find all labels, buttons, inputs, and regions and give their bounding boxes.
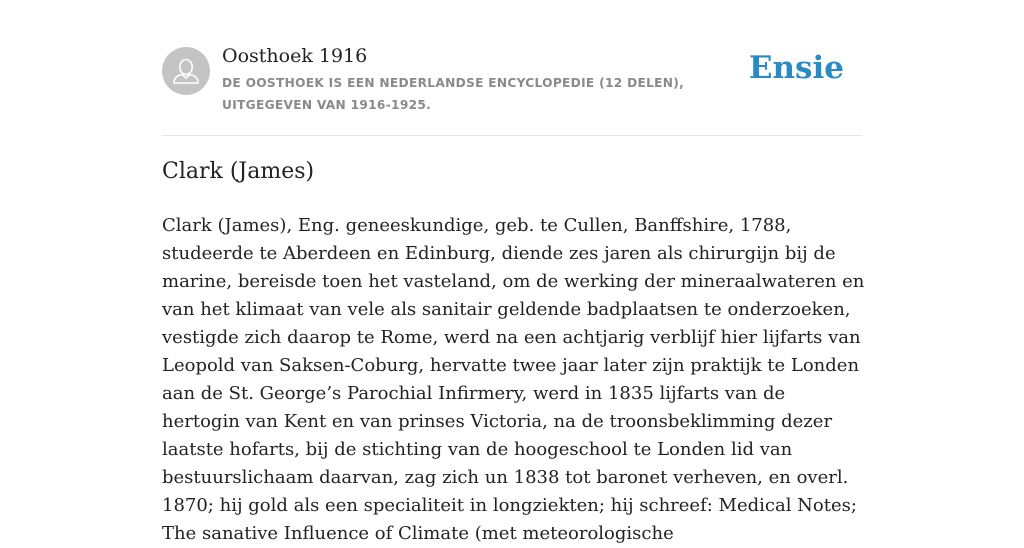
source-description: DE OOSTHOEK IS EEN NEDERLANDSE ENCYCLOPEDIE (12 DELEN), UITGEGEVEN VAN 1916-1925. (222, 76, 685, 112)
source-header (162, 44, 862, 136)
ensie-logo[interactable]: Ensie (748, 50, 844, 86)
user-avatar-icon[interactable] (162, 47, 210, 95)
source-title[interactable]: Oosthoek 1916 (222, 45, 368, 67)
article-title: Clark (James) (162, 159, 315, 184)
article-body: Clark (James), Eng. geneeskundige, geb. te Cullen, Banffshire, 1788, studeerde te Aberdeen en Edinburg, diende zes jaren als chirurgijn bij de marine, bereisde toen het vasteland, om de werking der mineraalwateren en van het klimaat van vele als sanitair geldende badplaatsen te onderzoeken, vestigde zich daarop te Rome, werd na een achtjarig verblijf hier lijfarts van Leopold van Saksen-Coburg, hervatte twee jaar later zijn praktijk te Londen aan de St. George’s Parochial Infirmery, werd in 1835 lijfarts van de hertogin van Kent en van prinses Victoria, na de troonsbeklimming dezer laatste hofarts, bij de stichting van de hoogeschool te Londen lid van bestuurslichaam daarvan, zag zich un 1838 tot baronet verheven, en overl. 1870; hij gold als een specialiteit in longziekten; hij schreef: Medical Notes; The sanative Influence of Climate (met meteorologische (162, 215, 865, 544)
